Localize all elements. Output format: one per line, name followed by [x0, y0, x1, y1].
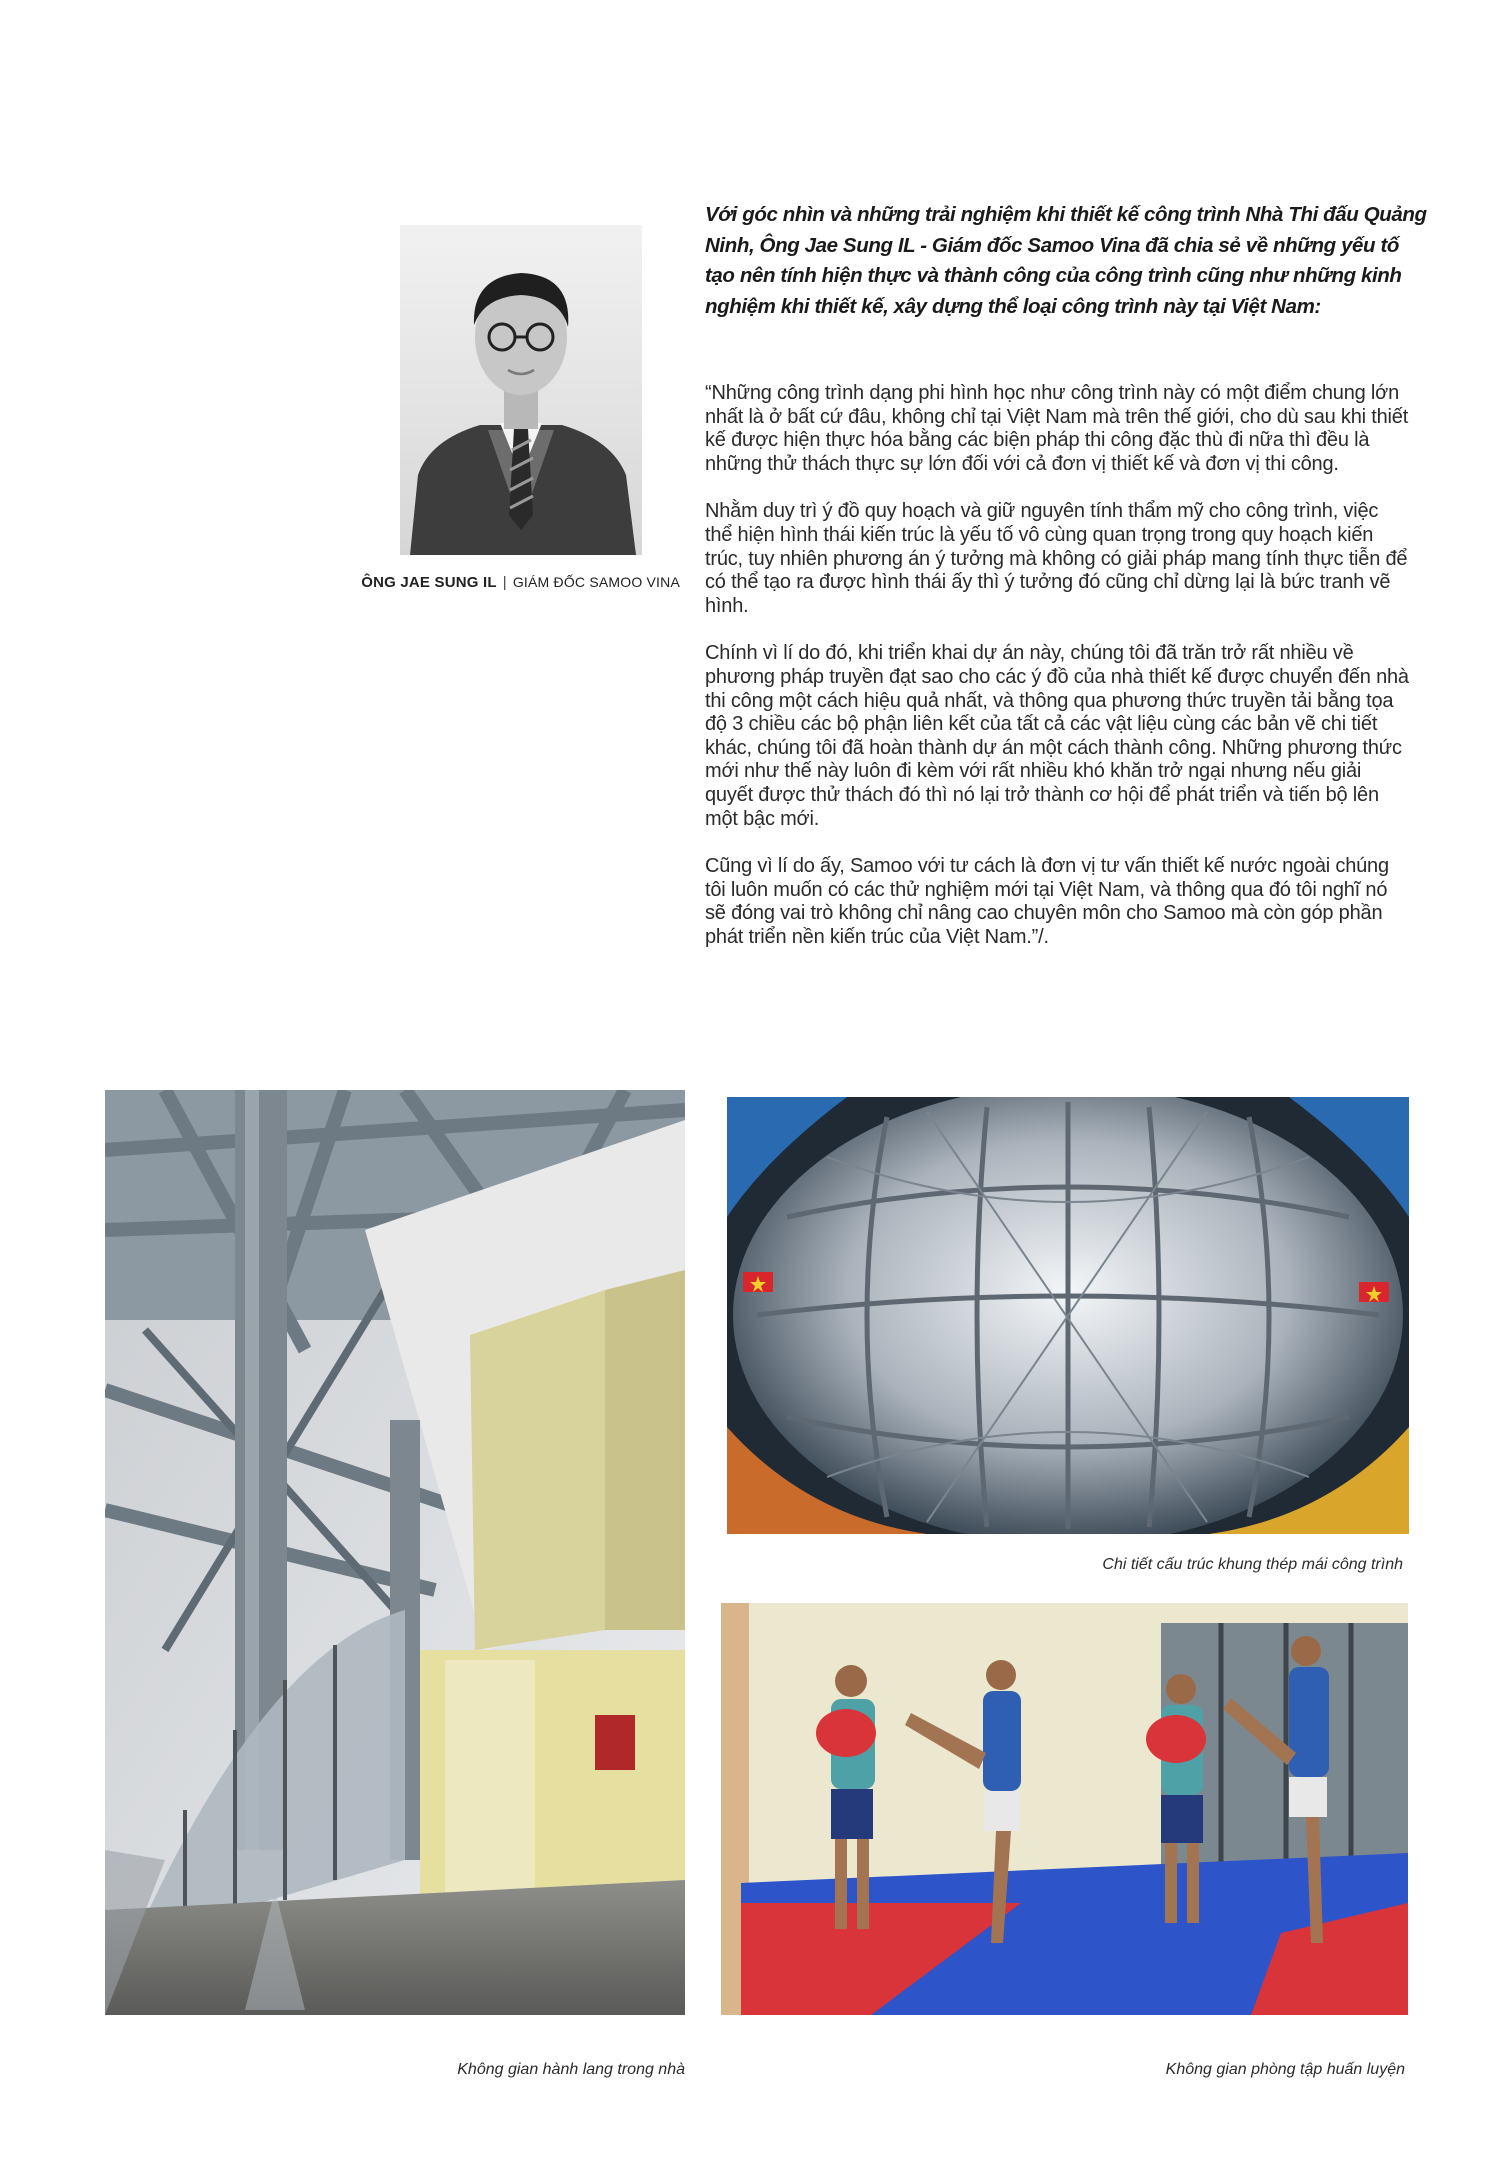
quote-paragraph: Chính vì lí do đó, khi triển khai dự án này, chúng tôi đã trăn trở rất nhiều về phương pháp truyền đạt sao cho các ý đồ của nhà thiết kế được chuyển đến nhà thi công một cách hiệu quả nhất, và thông qua phương thức truyền tải bằng tọa độ 3 chiều các bộ phận liên kết của tất cả các vật liệu cùng các bản vẽ chi tiết khác, chúng tôi đã hoàn thành dự án một cách thành công. Những phương thức mới như thế này luôn đi kèm với rất nhiều khó khăn trở ngại nhưng nếu giải quyết được thử thách đó thì nó lại trở thành cơ hội để phát triển và tiến bộ lên một bậc mới.	[705, 642, 1409, 830]
hallway-illustration	[105, 1090, 685, 2015]
roof-photo-caption: Chi tiết cấu trúc khung thép mái công trình	[1102, 1556, 1403, 1573]
portrait-photo	[400, 225, 642, 555]
training-room-photo	[721, 1603, 1408, 2015]
caption-separator: |	[502, 574, 507, 591]
person-role: GIÁM ĐỐC SAMOO VINA	[512, 574, 680, 590]
training-illustration	[721, 1603, 1408, 2015]
person-name: ÔNG JAE SUNG IL	[361, 574, 497, 591]
person-caption	[340, 574, 680, 591]
roof-illustration	[727, 1097, 1409, 1534]
quote-paragraph: Cũng vì lí do ấy, Samoo với tư cách là đơn vị tư vấn thiết kế nước ngoài chúng tôi luôn muốn có các thử nghiệm mới tại Việt Nam, và thông qua đó tôi nghĩ nó sẽ đóng vai trò không chỉ nâng cao chuyên môn cho Samoo mà còn góp phần phát triển nền kiến trúc của Việt Nam.”/.	[705, 855, 1389, 948]
quote-paragraph: “Những công trình dạng phi hình học như công trình này có một điểm chung lớn nhất là ở bất cứ đâu, không chỉ tại Việt Nam mà trên thế giới, cho dù sau khi thiết kế được hiện thực hóa bằng các biện pháp thi công đặc thù đi nữa thì đều là những thử thách thực sự lớn đối với cả đơn vị thiết kế và đơn vị thi công.	[705, 382, 1409, 475]
portrait-illustration	[400, 225, 642, 555]
intro-paragraph: Với góc nhìn và những trải nghiệm khi thiết kế công trình Nhà Thi đấu Quảng Ninh, Ông Jae Sung IL - Giám đốc Samoo Vina đã chia sẻ về những yếu tố tạo nên tính hiện thực và thành công của công trình cũng như những kinh nghiệm khi thiết kế, xây dựng thể loại công trình này tại Việt Nam:	[705, 203, 1427, 318]
training-photo-caption: Không gian phòng tập huấn luyện	[1165, 2061, 1405, 2078]
quote-body	[705, 382, 1410, 973]
hallway-photo-caption: Không gian hành lang trong nhà	[457, 2061, 685, 2078]
quote-paragraph: Nhằm duy trì ý đồ quy hoạch và giữ nguyên tính thẩm mỹ cho công trình, việc thể hiện hình thái kiến trúc là yếu tố vô cùng quan trọng trong quy hoạch kiến trúc, tuy nhiên phương án ý tưởng mà không có giải pháp mang tính thực tiễn để có thể tạo ra được hình thái ấy thì ý tưởng đó cũng chỉ dừng lại là bức tranh vẽ hình.	[705, 500, 1408, 617]
hallway-photo	[105, 1090, 685, 2015]
roof-structure-photo	[727, 1097, 1409, 1534]
